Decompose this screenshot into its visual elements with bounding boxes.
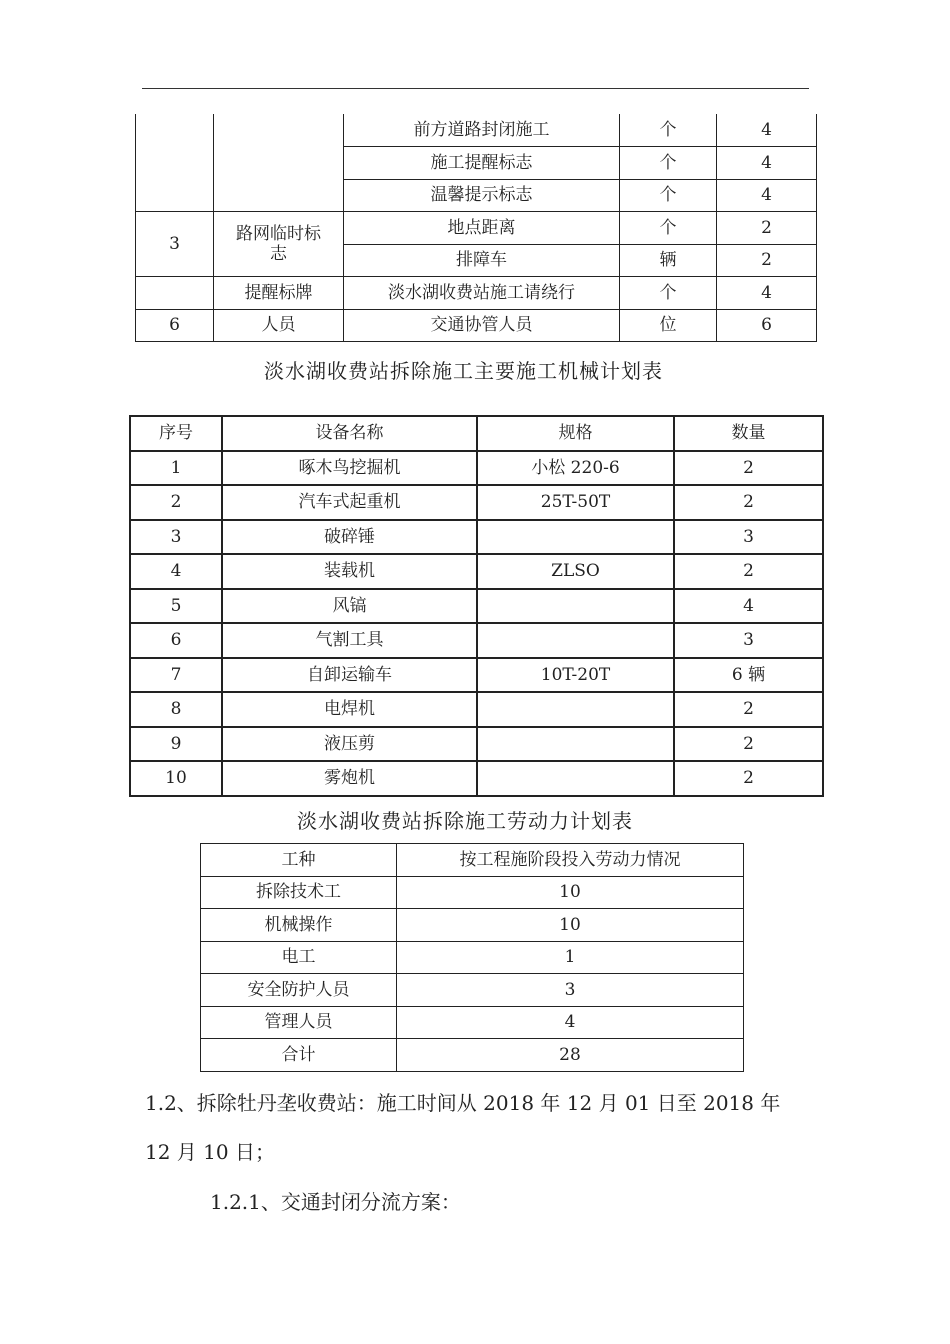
table-cell: 10T-20T <box>477 658 674 693</box>
table-cell: 2 <box>674 727 823 762</box>
section-heading: 1.2.1、交通封闭分流方案： <box>210 1190 461 1214</box>
table-cell: 28 <box>397 1039 744 1072</box>
table-row <box>130 520 823 555</box>
table-row <box>201 909 744 942</box>
table-row <box>201 974 744 1007</box>
column-header: 数量 <box>674 416 823 451</box>
table-cell: 装载机 <box>222 554 477 589</box>
table-cell: 10 <box>397 876 744 909</box>
table-cell: 汽车式起重机 <box>222 485 477 520</box>
machinery-table-caption: 淡水湖收费站拆除施工主要施工机械计划表 <box>264 359 663 383</box>
table-cell: 拆除技术工 <box>201 876 397 909</box>
table-cell: 2 <box>674 761 823 796</box>
table-cell: 淡水湖收费站施工请绕行 <box>344 277 620 310</box>
table-cell <box>136 114 214 212</box>
table-cell: 自卸运输车 <box>222 658 477 693</box>
table-cell <box>477 692 674 727</box>
table-cell: 5 <box>130 589 222 624</box>
table-cell: 4 <box>717 114 817 147</box>
table-cell: 6 <box>717 309 817 342</box>
table-cell <box>477 520 674 555</box>
table-cell: ZLSO <box>477 554 674 589</box>
table-cell: 6 辆 <box>674 658 823 693</box>
table-cell: 个 <box>620 277 717 310</box>
table-row <box>130 451 823 486</box>
table-cell: 3 <box>674 623 823 658</box>
table-cell: 温馨提示标志 <box>344 179 620 212</box>
table-cell: 交通协管人员 <box>344 309 620 342</box>
table-cell: 地点距离 <box>344 212 620 245</box>
table-cell: 2 <box>717 244 817 277</box>
paragraph-line: 1.2、拆除牡丹垄收费站：施工时间从 2018 年 12 月 01 日至 2018 年 <box>145 1091 781 1115</box>
table-cell: 前方道路封闭施工 <box>344 114 620 147</box>
table-row <box>130 589 823 624</box>
table-row <box>130 623 823 658</box>
table-cell <box>214 114 344 212</box>
table-cell: 6 <box>136 309 214 342</box>
table-cell <box>477 623 674 658</box>
table-cell: 4 <box>717 179 817 212</box>
labor-table-caption: 淡水湖收费站拆除施工劳动力计划表 <box>297 809 633 833</box>
table-cell: 管理人员 <box>201 1006 397 1039</box>
table-header-row <box>201 844 744 877</box>
table-row <box>130 761 823 796</box>
table-row <box>130 727 823 762</box>
table-row <box>201 876 744 909</box>
table-row <box>130 692 823 727</box>
table-cell: 2 <box>674 485 823 520</box>
table-cell: 个 <box>620 114 717 147</box>
table-cell: 9 <box>130 727 222 762</box>
table-cell: 个 <box>620 179 717 212</box>
table-cell: 个 <box>620 212 717 245</box>
table-header-row <box>130 416 823 451</box>
table-cell: 1 <box>130 451 222 486</box>
table-cell: 6 <box>130 623 222 658</box>
column-header: 工种 <box>201 844 397 877</box>
table-cell: 10 <box>130 761 222 796</box>
table-cell: 机械操作 <box>201 909 397 942</box>
table-cell: 7 <box>130 658 222 693</box>
table-cell: 安全防护人员 <box>201 974 397 1007</box>
table-cell: 2 <box>674 554 823 589</box>
table-cell: 4 <box>717 277 817 310</box>
table-cell: 液压剪 <box>222 727 477 762</box>
table-row <box>130 658 823 693</box>
table-cell: 雾炮机 <box>222 761 477 796</box>
table-cell: 4 <box>674 589 823 624</box>
labor-table <box>200 843 744 1072</box>
table-cell: 位 <box>620 309 717 342</box>
table-cell: 破碎锤 <box>222 520 477 555</box>
table-row <box>201 1006 744 1039</box>
table-cell: 4 <box>130 554 222 589</box>
table-cell: 4 <box>717 147 817 180</box>
column-header: 规格 <box>477 416 674 451</box>
table-cell <box>477 727 674 762</box>
table-row <box>201 1039 744 1072</box>
table-cell: 电工 <box>201 941 397 974</box>
header-rule <box>142 88 809 89</box>
table-cell: 合计 <box>201 1039 397 1072</box>
signage-table <box>135 114 817 342</box>
table-cell: 气割工具 <box>222 623 477 658</box>
table-cell <box>477 589 674 624</box>
column-header: 序号 <box>130 416 222 451</box>
table-cell: 电焊机 <box>222 692 477 727</box>
table-row <box>136 277 817 310</box>
table-cell <box>136 277 214 310</box>
table-row <box>130 554 823 589</box>
table-row <box>136 114 817 147</box>
column-header: 按工程施阶段投入劳动力情况 <box>397 844 744 877</box>
table-cell: 1 <box>397 941 744 974</box>
paragraph-line: 12 月 10 日； <box>145 1140 275 1164</box>
table-cell: 2 <box>717 212 817 245</box>
table-cell: 25T-50T <box>477 485 674 520</box>
table-row <box>136 212 817 245</box>
table-cell: 3 <box>674 520 823 555</box>
table-cell: 人员 <box>214 309 344 342</box>
table-cell: 2 <box>130 485 222 520</box>
table-cell: 3 <box>136 212 214 277</box>
table-row <box>130 485 823 520</box>
table-cell: 辆 <box>620 244 717 277</box>
table-cell: 10 <box>397 909 744 942</box>
table-cell: 啄木鸟挖掘机 <box>222 451 477 486</box>
table-cell: 小松 220-6 <box>477 451 674 486</box>
machinery-table <box>129 415 824 797</box>
table-cell: 4 <box>397 1006 744 1039</box>
table-cell: 施工提醒标志 <box>344 147 620 180</box>
table-cell <box>477 761 674 796</box>
table-cell: 8 <box>130 692 222 727</box>
table-row <box>201 941 744 974</box>
table-row <box>136 309 817 342</box>
table-cell: 提醒标牌 <box>214 277 344 310</box>
table-cell: 排障车 <box>344 244 620 277</box>
column-header: 设备名称 <box>222 416 477 451</box>
table-cell: 3 <box>130 520 222 555</box>
table-cell: 路网临时标志 <box>214 212 344 277</box>
table-cell: 风镐 <box>222 589 477 624</box>
table-cell: 3 <box>397 974 744 1007</box>
table-cell: 2 <box>674 692 823 727</box>
table-cell: 个 <box>620 147 717 180</box>
table-cell: 2 <box>674 451 823 486</box>
